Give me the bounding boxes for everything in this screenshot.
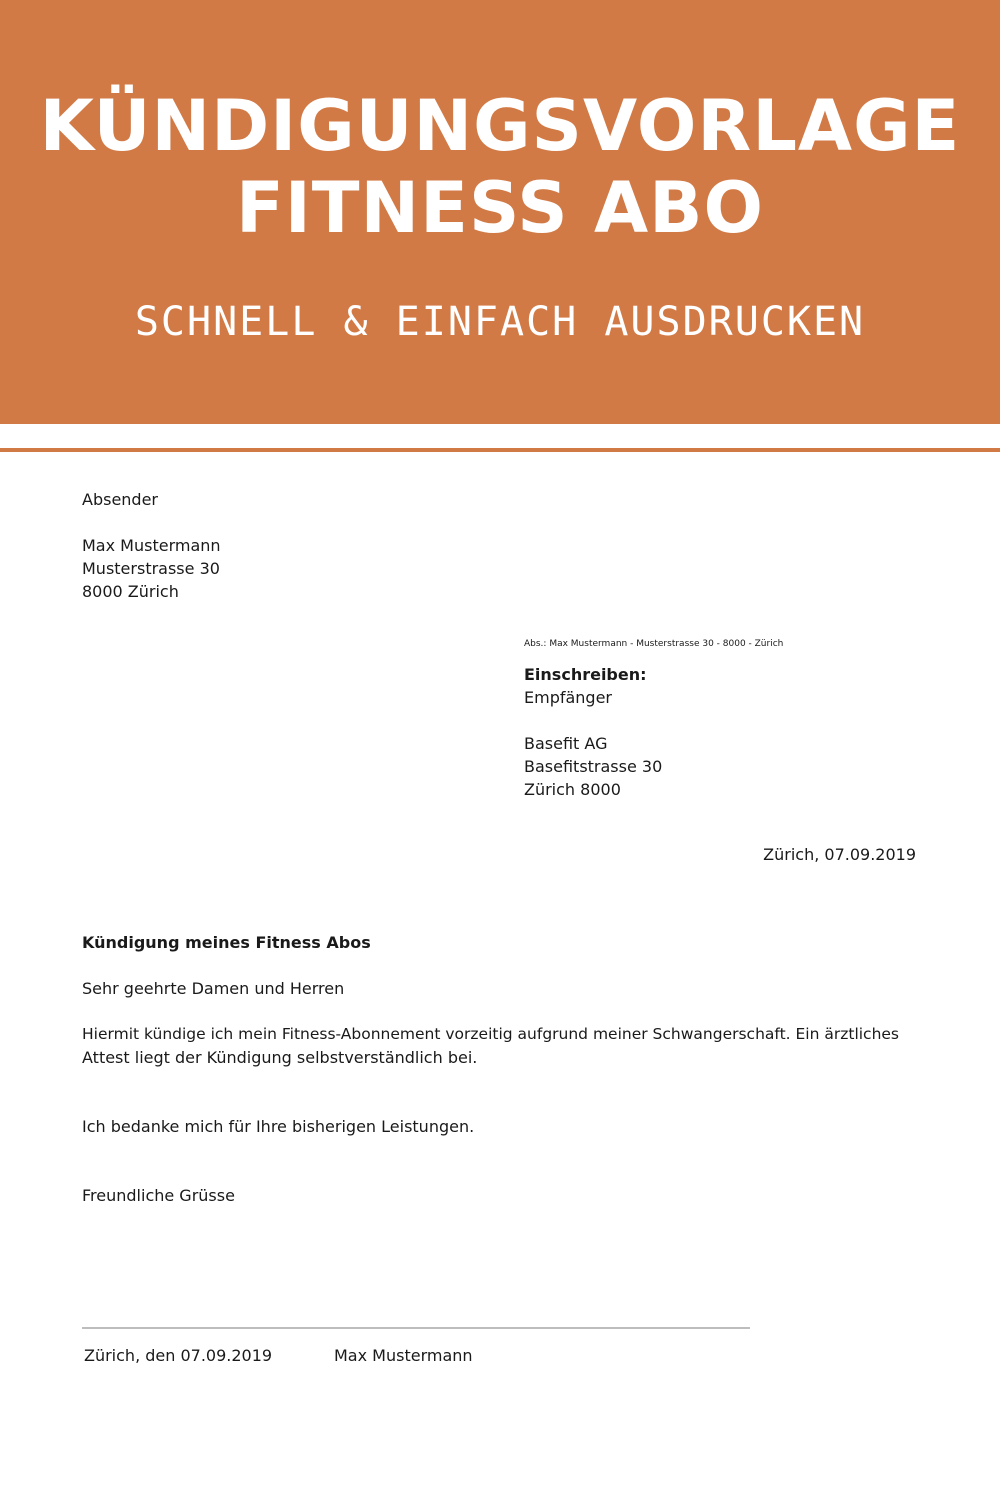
registered-label: Einschreiben: xyxy=(524,665,647,684)
body-line-2: Attest liegt der Kündigung selbstverständlich bei. xyxy=(82,1048,478,1067)
thanks-line: Ich bedanke mich für Ihre bisherigen Leistungen. xyxy=(82,1117,475,1136)
header-banner xyxy=(0,0,1000,424)
letter-date: Zürich, 07.09.2019 xyxy=(763,845,916,864)
recipient-heading: Empfänger xyxy=(524,688,613,707)
body-line-1: Hiermit kündige ich mein Fitness-Abonnement vorzeitig aufgrund meiner Schwangerschaft. Ein ärztliches xyxy=(82,1025,900,1043)
banner-title-line1: KÜNDIGUNGSVORLAGE xyxy=(39,85,961,167)
letter-subject: Kündigung meines Fitness Abos xyxy=(82,933,371,952)
accent-divider xyxy=(0,448,1000,452)
signature-name: Max Mustermann xyxy=(334,1346,473,1365)
sender-city: 8000 Zürich xyxy=(82,582,179,601)
recipient-name: Basefit AG xyxy=(524,734,608,753)
signature-place-date: Zürich, den 07.09.2019 xyxy=(84,1346,273,1365)
closing: Freundliche Grüsse xyxy=(82,1186,235,1205)
banner-subtitle: SCHNELL & EINFACH AUSDRUCKEN xyxy=(134,299,866,345)
return-address: Abs.: Max Mustermann - Musterstrasse 30 - 8000 - Zürich xyxy=(524,639,784,649)
sender-name: Max Mustermann xyxy=(82,536,221,555)
sender-street: Musterstrasse 30 xyxy=(82,559,220,578)
recipient-city: Zürich 8000 xyxy=(524,780,621,799)
signature-line xyxy=(82,1327,750,1329)
banner-title-line2: FITNESS ABO xyxy=(235,167,765,249)
salutation: Sehr geehrte Damen und Herren xyxy=(82,979,345,998)
sender-heading: Absender xyxy=(82,490,158,509)
recipient-street: Basefitstrasse 30 xyxy=(524,757,663,776)
